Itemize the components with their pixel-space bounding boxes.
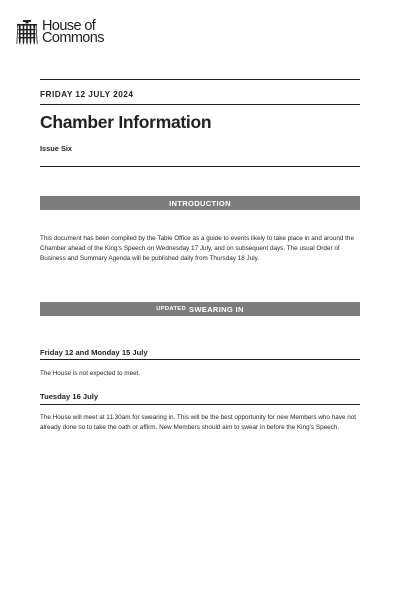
portcullis-icon [16,20,38,46]
header-bottom-rule [40,166,360,167]
day-body-tuesday: The House will meet at 11.30am for swearing in. This will be the best opportunity for new Members who have not already done so to take the oath or affirm. New Members should aim to swear in before the King’s Speech. [40,414,357,432]
introduction-heading-text: INTRODUCTION [169,198,231,208]
day-rule-friday-monday [40,359,360,360]
brand-line-2: Commons [42,30,104,46]
day-body-friday-monday: The House is not expected to meet. [40,370,141,377]
brand-line-1: House of [42,18,96,34]
introduction-paragraph: This document has been compiled by the Table Office as a guide to events likely to take place in and around the Chamber ahead of the King’s Speech on Wednesday 17 July, and on subsequent days. The usual Order of Business and Summary Agenda will be published daily from Thursday 18 July. [40,235,354,263]
day-rule-tuesday [40,404,360,405]
swearing-in-heading-text: SWEARING IN [188,304,244,314]
updated-label: UPDATED [156,306,186,312]
page-title: Chamber Information [40,112,212,132]
swearing-in-heading [40,302,360,316]
top-rule [40,79,360,80]
day-heading-friday-monday: Friday 12 and Monday 15 July [40,348,148,357]
document-date: FRIDAY 12 JULY 2024 [40,89,134,99]
parliament-logo [16,20,104,46]
brand-wordmark [42,20,104,44]
date-rule [40,104,360,105]
introduction-heading [40,196,360,210]
issue-number: Issue Six [40,144,73,153]
day-heading-tuesday: Tuesday 16 July [40,392,99,401]
